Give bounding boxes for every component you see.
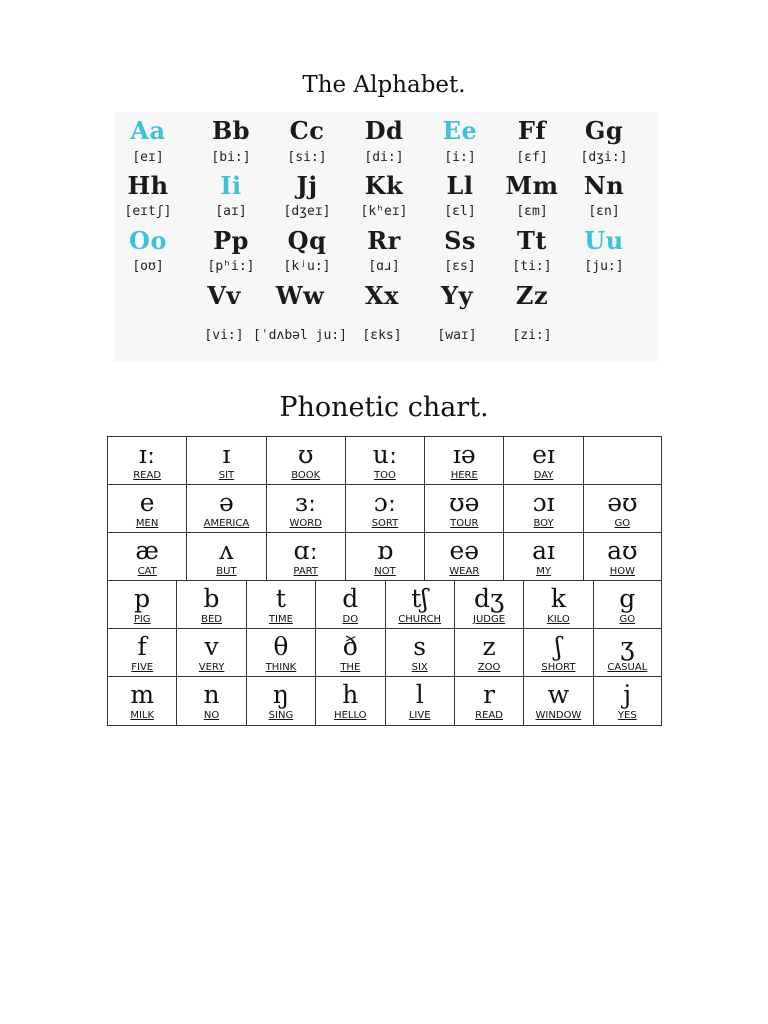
phonetic-symbol: s xyxy=(413,632,427,661)
phonetic-symbol: ɪ xyxy=(222,440,231,469)
alphabet-ipa: [ˈdʌbəl ju:] xyxy=(253,328,347,343)
phonetic-symbol: l xyxy=(415,680,424,709)
phonetic-symbol: j xyxy=(623,680,632,709)
alphabet-ipa-row xyxy=(114,259,658,279)
phonetic-symbol: ʊə xyxy=(449,488,480,517)
phonetic-cell xyxy=(454,677,523,725)
alphabet-letter: Ee xyxy=(442,116,478,145)
phonetic-cell xyxy=(385,629,454,677)
alphabet-letter: Vv xyxy=(207,281,241,310)
example-word: SIT xyxy=(218,470,235,481)
phonetic-cell xyxy=(107,581,176,629)
alphabet-ipa: [waɪ] xyxy=(437,328,477,343)
phonetic-symbol: ʌ xyxy=(219,536,234,565)
alphabet-letter: Zz xyxy=(515,281,549,310)
phonetic-symbol: ɪə xyxy=(452,440,476,469)
example-word: READ xyxy=(475,710,503,721)
phonetic-symbol: eə xyxy=(449,536,480,565)
alphabet-ipa-row xyxy=(114,150,658,170)
alphabet-ipa: [ɛm] xyxy=(516,204,548,219)
alphabet-letter: Ii xyxy=(220,171,242,200)
phonetic-symbol: b xyxy=(203,584,220,613)
alphabet-ipa: [dʒeɪ] xyxy=(283,204,331,219)
phonetic-cell xyxy=(266,485,345,533)
alphabet-letter: Hh xyxy=(127,171,169,200)
phonetic-cell xyxy=(345,533,424,581)
phonetic-cell xyxy=(315,677,384,725)
phonetic-symbol: aɪ xyxy=(532,536,556,565)
phonetic-cell xyxy=(246,677,315,725)
alphabet-ipa: [dʒi:] xyxy=(580,150,628,165)
alphabet-letter: Ff xyxy=(517,116,547,145)
alphabet-ipa: [i:] xyxy=(444,150,476,165)
phonetic-symbol: θ xyxy=(273,632,289,661)
alphabet-letter: Bb xyxy=(211,116,251,145)
phonetic-cell xyxy=(523,581,592,629)
example-word: DO xyxy=(342,614,359,625)
alphabet-letter-row xyxy=(114,171,658,207)
example-word: SIX xyxy=(411,662,428,673)
phonetic-cell xyxy=(424,485,503,533)
example-word: PIG xyxy=(133,614,151,625)
example-word: TOUR xyxy=(450,518,479,529)
alphabet-letter: Uu xyxy=(584,226,624,255)
example-word: ZOO xyxy=(477,662,501,673)
alphabet-letter: Aa xyxy=(130,116,166,145)
alphabet-letter: Mm xyxy=(505,171,559,200)
phonetic-cell xyxy=(593,581,662,629)
phonetic-chart-title: Phonetic chart. xyxy=(279,392,489,423)
example-word: MY xyxy=(536,566,551,577)
phonetic-symbol: p xyxy=(134,584,151,613)
example-word: LIVE xyxy=(408,710,431,721)
phonetic-symbol: m xyxy=(130,680,155,709)
phonetic-symbol: h xyxy=(342,680,359,709)
alphabet-letter: Cc xyxy=(289,116,325,145)
example-word: HERE xyxy=(450,470,478,481)
alphabet-ipa: [kʲu:] xyxy=(283,259,331,274)
phonetic-symbol: ɜː xyxy=(295,488,317,517)
phonetic-row xyxy=(107,532,662,581)
example-word: NOT xyxy=(374,566,396,577)
phonetic-symbol: ɔː xyxy=(373,488,397,517)
phonetic-cell xyxy=(176,581,245,629)
example-word: WEAR xyxy=(449,566,480,577)
phonetic-cell xyxy=(385,581,454,629)
example-word: JUDGE xyxy=(473,614,506,625)
phonetic-symbol: v xyxy=(204,632,219,661)
alphabet-ipa-row xyxy=(114,328,658,348)
phonetic-cell xyxy=(107,677,176,725)
example-word: VERY xyxy=(198,662,225,673)
phonetic-cell xyxy=(266,437,345,485)
phonetic-symbol: aʊ xyxy=(607,536,638,565)
phonetic-row xyxy=(107,628,662,677)
example-word: MILK xyxy=(130,710,155,721)
alphabet-ipa: [si:] xyxy=(287,150,327,165)
example-word: BOY xyxy=(533,518,554,529)
example-word: KILO xyxy=(547,614,570,625)
phonetic-symbol: f xyxy=(137,632,147,661)
example-word: MEN xyxy=(135,518,159,529)
phonetic-symbol: ʊ xyxy=(297,440,314,469)
phonetic-cell xyxy=(186,533,265,581)
alphabet-title: The Alphabet. xyxy=(302,72,466,98)
example-word: AMERICA xyxy=(203,518,250,529)
alphabet-ipa: [ɛs] xyxy=(444,259,476,274)
example-word: DAY xyxy=(533,470,554,481)
phonetic-symbol: ɔɪ xyxy=(532,488,555,517)
phonetic-cell xyxy=(454,581,523,629)
example-word: TOO xyxy=(374,470,396,481)
phonetic-cell xyxy=(315,629,384,677)
phonetic-symbol: uː xyxy=(372,440,398,469)
example-word: TIME xyxy=(268,614,293,625)
alphabet-ipa: [ɛl] xyxy=(444,204,476,219)
alphabet-ipa: [di:] xyxy=(364,150,404,165)
alphabet-letter: Kk xyxy=(364,171,404,200)
alphabet-ipa: [aɪ] xyxy=(215,204,247,219)
alphabet-letter: Oo xyxy=(129,226,167,255)
phonetic-cell xyxy=(107,629,176,677)
phonetic-row xyxy=(107,436,662,485)
alphabet-letter: Ww xyxy=(275,281,325,310)
phonetic-cell xyxy=(424,533,503,581)
phonetic-cell xyxy=(107,533,186,581)
phonetic-symbol: e xyxy=(139,488,155,517)
alphabet-letter: Gg xyxy=(584,116,624,145)
phonetic-symbol: dʒ xyxy=(474,584,505,613)
example-word: BOOK xyxy=(291,470,321,481)
phonetic-cell xyxy=(345,485,424,533)
phonetic-symbol: ɒ xyxy=(376,536,393,565)
phonetic-cell xyxy=(176,677,245,725)
phonetic-symbol: d xyxy=(342,584,359,613)
alphabet-letter: Pp xyxy=(213,226,249,255)
phonetic-symbol: eɪ xyxy=(532,440,555,469)
phonetic-cell xyxy=(593,677,662,725)
example-word: WORD xyxy=(289,518,322,529)
phonetic-cell xyxy=(246,629,315,677)
phonetic-cell xyxy=(385,677,454,725)
example-word: SING xyxy=(268,710,294,721)
phonetic-cell xyxy=(176,629,245,677)
alphabet-letter: Rr xyxy=(367,226,401,255)
phonetic-symbol: ŋ xyxy=(272,680,289,709)
example-word: BED xyxy=(201,614,222,625)
phonetic-row xyxy=(107,484,662,533)
example-word: CAT xyxy=(137,566,157,577)
phonetic-cell xyxy=(523,677,592,725)
alphabet-ipa-row xyxy=(114,204,658,224)
alphabet-ipa: [vi:] xyxy=(204,328,244,343)
alphabet-letter: Dd xyxy=(364,116,404,145)
alphabet-panel xyxy=(114,112,658,362)
phonetic-cell xyxy=(583,485,662,533)
alphabet-letter: Ll xyxy=(446,171,474,200)
example-word: SHORT xyxy=(541,662,576,673)
phonetic-row xyxy=(107,676,662,726)
phonetic-symbol: n xyxy=(203,680,220,709)
phonetic-symbol: tʃ xyxy=(411,584,429,613)
phonetic-cell xyxy=(266,533,345,581)
alphabet-ipa: [ɑɹ] xyxy=(368,259,400,274)
phonetic-symbol: ʃ xyxy=(555,632,562,661)
phonetic-cell xyxy=(503,533,582,581)
example-word: CASUAL xyxy=(607,662,648,673)
alphabet-letter-row xyxy=(114,116,658,152)
alphabet-ipa: [kʰeɪ] xyxy=(360,204,408,219)
phonetic-symbol: r xyxy=(483,680,496,709)
phonetic-symbol: əʊ xyxy=(607,488,638,517)
alphabet-letter: Tt xyxy=(517,226,547,255)
alphabet-letter: Ss xyxy=(444,226,476,255)
alphabet-ipa: [zi:] xyxy=(512,328,552,343)
example-word: CHURCH xyxy=(398,614,442,625)
example-word: FIVE xyxy=(131,662,154,673)
phonetic-cell xyxy=(107,437,186,485)
alphabet-letter: Nn xyxy=(583,171,625,200)
alphabet-ipa: [eɪtʃ] xyxy=(124,204,172,219)
example-word: NO xyxy=(203,710,220,721)
alphabet-letter-row xyxy=(114,281,658,317)
example-word: SORT xyxy=(371,518,399,529)
example-word: READ xyxy=(133,470,162,481)
alphabet-letter-row xyxy=(114,226,658,262)
example-word: YES xyxy=(617,710,637,721)
phonetic-cell xyxy=(107,485,186,533)
alphabet-ipa: [ɛn] xyxy=(588,204,620,219)
phonetic-cell xyxy=(315,581,384,629)
phonetic-symbol: ɪː xyxy=(138,440,156,469)
alphabet-ipa: [ti:] xyxy=(512,259,552,274)
phonetic-symbol: ɑː xyxy=(293,536,318,565)
phonetic-cell xyxy=(424,437,503,485)
alphabet-letter: Xx xyxy=(365,281,399,310)
alphabet-letter: Jj xyxy=(296,171,318,200)
phonetic-cell xyxy=(523,629,592,677)
phonetic-cell xyxy=(583,533,662,581)
phonetic-cell xyxy=(186,437,265,485)
alphabet-ipa: [eɪ] xyxy=(132,150,164,165)
phonetic-symbol: w xyxy=(547,680,570,709)
phonetic-cell xyxy=(345,437,424,485)
example-word: HELLO xyxy=(334,710,367,721)
example-word: PART xyxy=(293,566,318,577)
phonetic-symbol: k xyxy=(550,584,567,613)
example-word: HOW xyxy=(609,566,635,577)
phonetic-symbol: g xyxy=(619,584,636,613)
phonetic-symbol: t xyxy=(275,584,286,613)
phonetic-symbol: æ xyxy=(135,536,159,565)
alphabet-letter: Yy xyxy=(440,281,474,310)
example-word: GO xyxy=(614,518,631,529)
phonetic-cell xyxy=(186,485,265,533)
example-word: GO xyxy=(619,614,636,625)
phonetic-symbol: z xyxy=(482,632,496,661)
example-word: THE xyxy=(340,662,361,673)
alphabet-letter: Qq xyxy=(287,226,327,255)
example-word: THINK xyxy=(265,662,297,673)
phonetic-cell xyxy=(454,629,523,677)
alphabet-ipa: [ɛf] xyxy=(516,150,548,165)
phonetic-cell xyxy=(583,437,662,485)
phonetic-symbol: ə xyxy=(219,488,234,517)
phonetic-symbol: ð xyxy=(342,632,358,661)
alphabet-ipa: [oʊ] xyxy=(132,259,164,274)
example-word: BUT xyxy=(216,566,237,577)
phonetic-row xyxy=(107,580,662,629)
alphabet-ipa: [bi:] xyxy=(211,150,251,165)
phonetic-cell xyxy=(593,629,662,677)
phonetic-symbol: ʒ xyxy=(620,632,635,661)
alphabet-ipa: [ju:] xyxy=(584,259,624,274)
phonetic-cell xyxy=(503,485,582,533)
phonetic-cell xyxy=(246,581,315,629)
phonetic-cell xyxy=(503,437,582,485)
alphabet-ipa: [ɛks] xyxy=(362,328,402,343)
alphabet-ipa: [pʰi:] xyxy=(207,259,255,274)
example-word: WINDOW xyxy=(535,710,582,721)
